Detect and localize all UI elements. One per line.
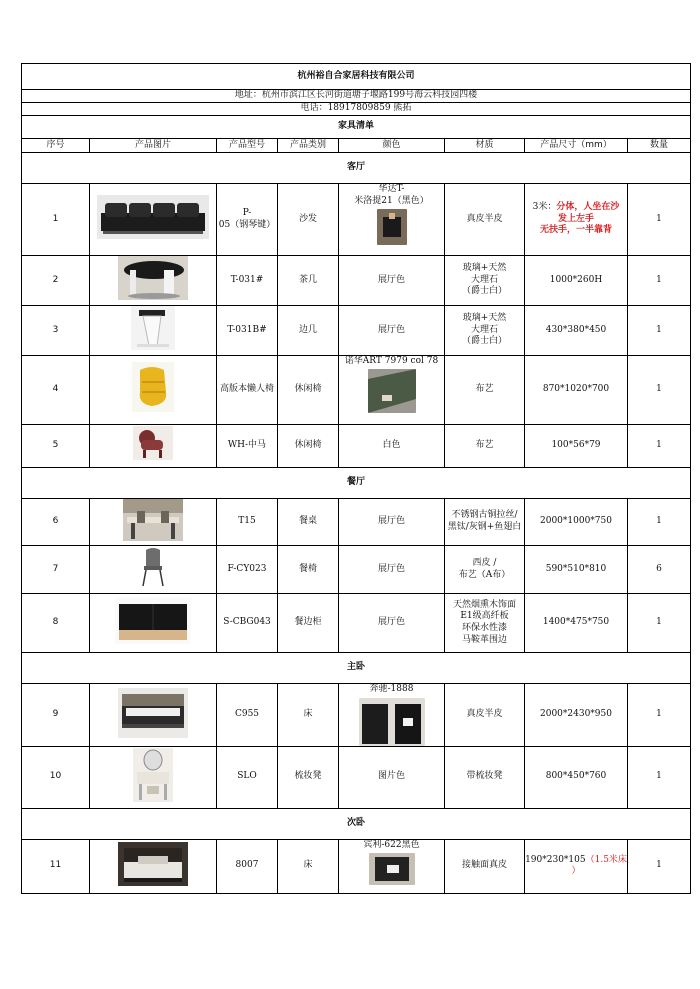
cell-size: 190*230*105（1.5米床 ） [525,839,628,893]
cell-category: 梳妆凳 [278,746,339,808]
table-row [22,546,691,594]
product-thumbnail [90,842,216,891]
cell-category: 餐边柜 [278,594,339,653]
cell-product-image [90,256,217,306]
cell-material: 接触面真皮 [445,839,525,893]
cell-no: 11 [22,839,90,893]
cell-material: 带梳妆凳 [445,746,525,808]
col-header-size: 产品尺寸（mm） [525,139,628,153]
table-row [22,306,691,356]
product-thumbnail [90,499,216,546]
cell-material: 玻璃+天然 大理石 （爵士白） [445,256,525,306]
table-row [22,424,691,467]
product-thumbnail [90,748,216,807]
column-header-row [22,139,691,153]
cell-size: 2000*2430*950 [525,684,628,747]
cell-material: 布艺 [445,424,525,467]
cell-category: 餐桌 [278,498,339,546]
cell-color: 白色 [339,424,445,467]
section-title: 客厅 [22,153,691,184]
cell-no: 4 [22,355,90,424]
cell-category: 床 [278,684,339,747]
cell-qty: 1 [628,594,691,653]
cell-size: 800*450*760 [525,746,628,808]
cell-qty: 1 [628,839,691,893]
product-thumbnail [90,598,216,649]
cell-qty: 1 [628,684,691,747]
col-header-material: 材质 [445,139,525,153]
cell-qty: 1 [628,355,691,424]
cell-qty: 1 [628,306,691,356]
cell-model: 高版本懒人椅 [217,355,278,424]
cell-model: T-031B# [217,306,278,356]
table-row [22,498,691,546]
cell-model: SLO [217,746,278,808]
cell-product-image [90,746,217,808]
cell-product-image [90,424,217,467]
cell-qty: 1 [628,498,691,546]
cell-model: F-CY023 [217,546,278,594]
product-thumbnail [90,362,216,417]
furniture-list-table [21,63,691,894]
cell-category: 床 [278,839,339,893]
cell-size: 590*510*810 [525,546,628,594]
col-header-no: 序号 [22,139,90,153]
cell-no: 7 [22,546,90,594]
cell-material: 布艺 [445,355,525,424]
table-row [22,355,691,424]
cell-size: 100*56*79 [525,424,628,467]
color-swatch-image [339,209,444,245]
section-title: 主卧 [22,653,691,684]
table-row [22,839,691,893]
cell-no: 9 [22,684,90,747]
cell-model: P- 05（钢琴键） [217,184,278,256]
company-address: 地址：杭州市滨江区长河街道塘子堰路199号海云科技园四楼 [22,90,691,103]
cell-color: 诺华ART 7979 col 78 [339,355,445,424]
cell-no: 8 [22,594,90,653]
cell-color: 华达T- 米洛提21（黑色） [339,184,445,256]
cell-category: 休闲椅 [278,424,339,467]
cell-color: 展厅色 [339,546,445,594]
cell-color: 宾利-622黑色 [339,839,445,893]
product-thumbnail [90,256,216,305]
product-thumbnail [90,306,216,355]
cell-model: WH-中马 [217,424,278,467]
section-row [22,808,691,839]
cell-size: 870*1020*700 [525,355,628,424]
section-title: 餐厅 [22,467,691,498]
cell-product-image [90,684,217,747]
cell-no: 3 [22,306,90,356]
cell-qty: 6 [628,546,691,594]
cell-qty: 1 [628,256,691,306]
cell-product-image [90,306,217,356]
table-row [22,256,691,306]
cell-no: 10 [22,746,90,808]
col-header-image: 产品图片 [90,139,217,153]
cell-category: 休闲椅 [278,355,339,424]
cell-color: 展厅色 [339,306,445,356]
col-header-color: 颜色 [339,139,445,153]
cell-model: S-CBG043 [217,594,278,653]
cell-no: 2 [22,256,90,306]
cell-product-image [90,594,217,653]
col-header-category: 产品类别 [278,139,339,153]
section-row [22,153,691,184]
color-swatch-image [339,698,444,746]
cell-product-image [90,546,217,594]
cell-no: 5 [22,424,90,467]
cell-category: 茶几 [278,256,339,306]
cell-model: 8007 [217,839,278,893]
cell-no: 1 [22,184,90,256]
cell-size: 430*380*450 [525,306,628,356]
col-header-qty: 数量 [628,139,691,153]
table-row [22,746,691,808]
company-phone: 电话：18917809859 熊拓 [22,103,691,116]
table-row [22,184,691,256]
cell-size: 2000*1000*750 [525,498,628,546]
color-swatch-image [339,369,444,413]
cell-model: T15 [217,498,278,546]
cell-color: 展厅色 [339,256,445,306]
table-row [22,594,691,653]
product-thumbnail [90,195,216,244]
cell-material: 真皮半皮 [445,684,525,747]
cell-material: 不锈钢古铜拉丝/ 黑钛/灰钢+鱼翅白 [445,498,525,546]
cell-material: 天然烟熏木饰面 E1级高纤板 环保水性漆 马鞍革围边 [445,594,525,653]
product-thumbnail [90,688,216,743]
section-row [22,653,691,684]
color-swatch-image [339,853,444,885]
cell-product-image [90,184,217,256]
cell-model: C955 [217,684,278,747]
cell-color: 展厅色 [339,594,445,653]
col-header-model: 产品型号 [217,139,278,153]
cell-material: 玻璃+天然 大理石 （爵士白） [445,306,525,356]
cell-color: 图片色 [339,746,445,808]
cell-category: 餐椅 [278,546,339,594]
cell-size: 1400*475*750 [525,594,628,653]
cell-no: 6 [22,498,90,546]
cell-product-image [90,839,217,893]
cell-product-image [90,498,217,546]
cell-product-image [90,355,217,424]
product-thumbnail [90,426,216,465]
cell-color: 展厅色 [339,498,445,546]
cell-material: 真皮半皮 [445,184,525,256]
cell-size: 1000*260H [525,256,628,306]
cell-model: T-031# [217,256,278,306]
table-row [22,684,691,747]
cell-qty: 1 [628,184,691,256]
cell-color: 奔驰-1888 [339,684,445,747]
company-name: 杭州裕自合家居科技有限公司 [22,64,691,90]
cell-category: 沙发 [278,184,339,256]
cell-material: 西皮 / 布艺（A布） [445,546,525,594]
cell-category: 边几 [278,306,339,356]
list-title: 家具清单 [22,116,691,139]
section-row [22,467,691,498]
cell-size: 3米：分体，人坐在沙 发上左手 无扶手，一半靠背 [525,184,628,256]
section-title: 次卧 [22,808,691,839]
cell-qty: 1 [628,746,691,808]
cell-qty: 1 [628,424,691,467]
product-thumbnail [90,546,216,593]
